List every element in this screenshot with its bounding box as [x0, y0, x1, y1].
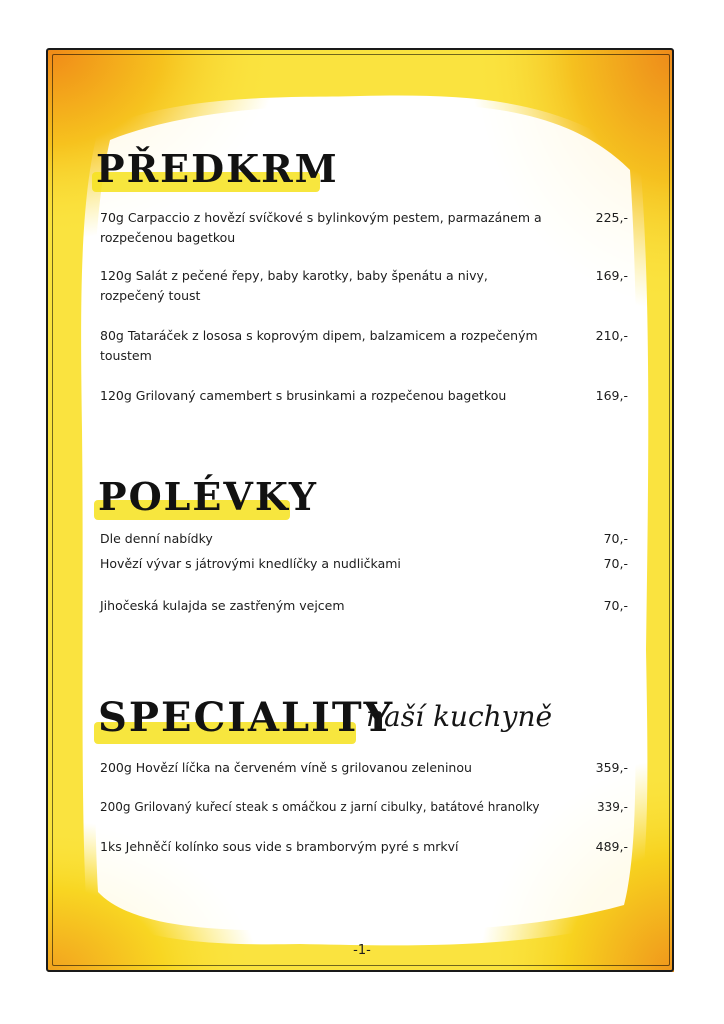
menu-item: [100, 837, 628, 857]
menu-item: [100, 386, 628, 406]
menu-item-price: 70,-: [603, 556, 628, 571]
menu-item-price: 210,-: [595, 328, 628, 343]
menu-item-price: 489,-: [595, 839, 628, 854]
menu-item-price: 359,-: [595, 760, 628, 775]
menu-item-name: 1ks Jehněčí kolínko sous vide s bramborvým pyré s mrkví: [100, 839, 459, 854]
menu-item: [100, 208, 628, 248]
section-title-polevky: POLÉVKY: [98, 474, 318, 519]
menu-item: [100, 554, 628, 574]
menu-item-name: Hovězí vývar s játrovými knedlíčky a nudličkami: [100, 556, 401, 571]
menu-item-name: 80g Tataráček z lososa s koprovým dipem, balzamicem a rozpečeným toustem: [100, 328, 538, 363]
menu-item-name: 200g Grilovaný kuřecí steak s omáčkou z jarní cibulky, batátové hranolky: [100, 800, 540, 814]
menu-item: [100, 797, 628, 817]
menu-item-name: 200g Hovězí líčka na červeném víně s grilovanou zeleninou: [100, 760, 472, 775]
menu-item-price: 70,-: [603, 598, 628, 613]
menu-item-name: 120g Grilovaný camembert s brusinkami a rozpečenou bagetkou: [100, 388, 507, 403]
section-subtitle: naší kuchyně: [366, 700, 553, 733]
menu-item: [100, 529, 628, 549]
menu-item-name: 70g Carpaccio z hovězí svíčkové s bylinkovým pestem, parmazánem a rozpečenou bagetkou: [100, 210, 542, 245]
menu-item: [100, 266, 628, 306]
menu-item-price: 225,-: [595, 210, 628, 225]
menu-item-name: Dle denní nabídky: [100, 531, 213, 546]
menu-item: [100, 758, 628, 778]
menu-item: [100, 326, 628, 366]
menu-item-price: 339,-: [596, 800, 628, 814]
section-title-speciality: SPECIALITY: [98, 694, 394, 741]
section-title-predkrm: PŘEDKRM: [96, 146, 339, 191]
menu-item-price: 70,-: [603, 531, 628, 546]
page-number: -1-: [353, 943, 371, 958]
menu-item-price: 169,-: [595, 268, 628, 283]
menu-item-price: 169,-: [595, 388, 628, 403]
menu-item: [100, 596, 628, 616]
menu-item-name: Jihočeská kulajda se zastřeným vejcem: [100, 598, 345, 613]
menu-item-name: 120g Salát z pečené řepy, baby karotky, baby špenátu a nivy, rozpečený toust: [100, 268, 488, 303]
